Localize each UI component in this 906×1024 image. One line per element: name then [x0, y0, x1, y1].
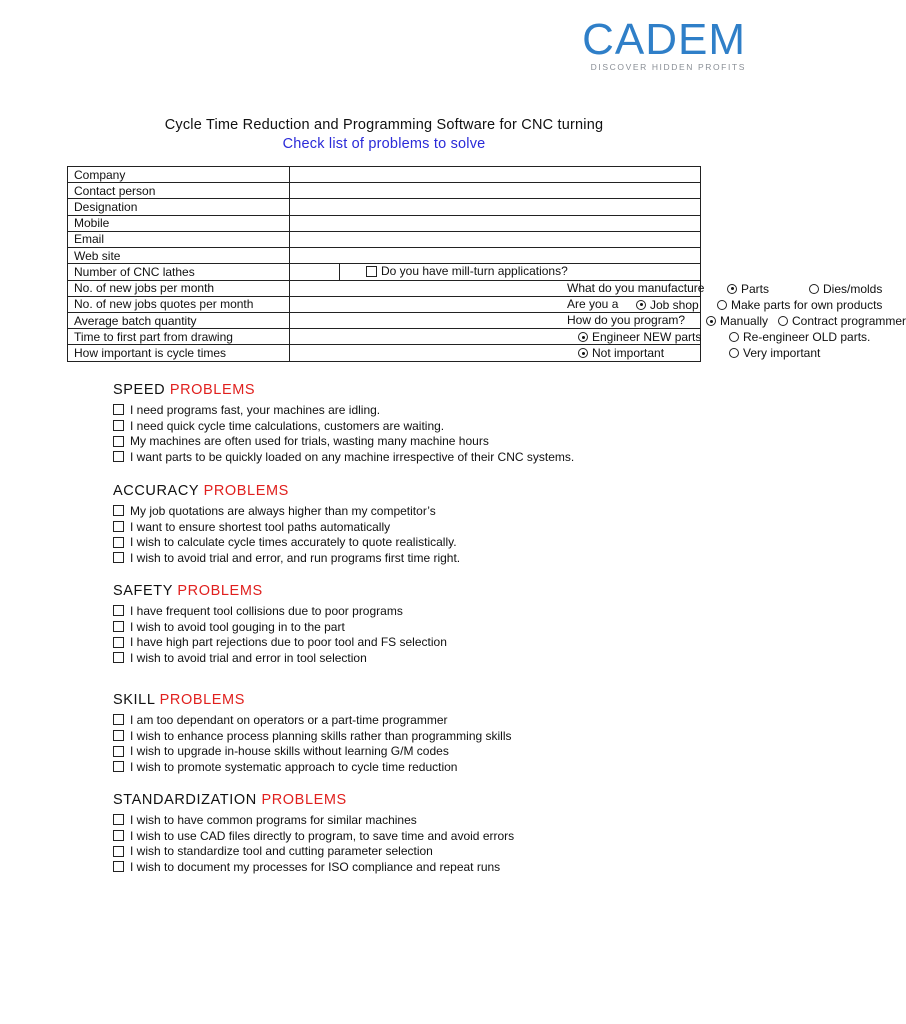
job-shop-radio[interactable]: [636, 300, 646, 310]
customer-info-table: [67, 166, 906, 362]
section-heading: [113, 692, 512, 712]
list-item: [113, 603, 447, 619]
list-item: [113, 449, 574, 465]
item-text: I wish to use CAD files directly to program, to save time and avoid errors: [130, 828, 515, 843]
section-category: SAFETY: [113, 583, 173, 599]
question-label: How do you program?: [567, 313, 686, 328]
table-row: [68, 329, 701, 345]
field-label: Mobile: [68, 215, 290, 231]
field-label: Company: [68, 167, 290, 183]
problem-checkbox[interactable]: [113, 537, 124, 548]
question-label: What do you manufacture: [567, 280, 705, 295]
problem-checkbox[interactable]: [113, 746, 124, 757]
dies-molds-radio[interactable]: [809, 284, 819, 294]
item-text: I wish to avoid trial and error in tool selection: [130, 650, 367, 665]
problem-checkbox[interactable]: [113, 521, 124, 532]
section-heading: [113, 792, 514, 812]
contract-programmer-radio[interactable]: [778, 316, 788, 326]
table-row: [68, 215, 701, 231]
option-label: Manually: [720, 314, 769, 329]
list-item: [113, 433, 574, 449]
parts-radio[interactable]: [727, 284, 737, 294]
skill-problems-section: [113, 692, 512, 775]
not-important-radio[interactable]: [578, 348, 588, 358]
item-text: I wish to have common programs for similar machines: [130, 812, 417, 827]
logo-wordmark: CADEM: [582, 15, 746, 64]
designation-field[interactable]: [290, 199, 701, 215]
section-category: SPEED: [113, 382, 166, 398]
email-field[interactable]: [290, 231, 701, 247]
option-label: Dies/molds: [823, 281, 883, 296]
contact-person-field[interactable]: [290, 183, 701, 199]
list-item: [113, 859, 514, 875]
problem-checkbox[interactable]: [113, 505, 124, 516]
field-label: Time to first part from drawing: [68, 329, 290, 345]
option-label: Parts: [741, 281, 770, 296]
list-item: [113, 759, 512, 775]
section-suffix: PROBLEMS: [203, 483, 289, 499]
manually-radio[interactable]: [706, 316, 716, 326]
option-label: Not important: [592, 346, 665, 361]
speed-problems-section: [113, 382, 574, 465]
list-item: [113, 619, 447, 635]
list-item: [113, 550, 460, 566]
item-text: I wish to document my processes for ISO compliance and repeat runs: [130, 859, 501, 874]
table-row: [68, 183, 701, 199]
problem-checkbox[interactable]: [113, 730, 124, 741]
table-row: [68, 280, 701, 296]
section-category: ACCURACY: [113, 483, 199, 499]
list-item: [113, 534, 460, 550]
item-text: I am too dependant on operators or a part-time programmer: [130, 712, 448, 727]
option-label: Contract programmer: [792, 314, 906, 329]
section-heading: [113, 583, 447, 603]
lathes-count-field[interactable]: [290, 264, 340, 281]
problem-checkbox[interactable]: [113, 830, 124, 841]
document-title: Cycle Time Reduction and Programming Software for CNC turning: [164, 117, 604, 133]
accuracy-problems-section: [113, 483, 460, 566]
field-label: No. of new jobs quotes per month: [68, 296, 290, 312]
field-label: Designation: [68, 199, 290, 215]
item-text: I want parts to be quickly loaded on any machine irrespective of their CNC systems.: [130, 449, 575, 464]
problem-checkbox[interactable]: [113, 637, 124, 648]
item-text: I wish to avoid trial and error, and run programs first time right.: [130, 550, 461, 565]
problem-checkbox[interactable]: [113, 404, 124, 415]
table-row: [68, 345, 701, 361]
field-label: No. of new jobs per month: [68, 280, 290, 296]
table-row: [68, 296, 701, 312]
list-item: [113, 728, 512, 744]
item-text: I have high part rejections due to poor tool and FS selection: [130, 635, 447, 650]
item-text: I wish to promote systematic approach to cycle time reduction: [130, 759, 458, 774]
item-text: I wish to calculate cycle times accurately to quote realistically.: [130, 535, 457, 550]
list-item: [113, 519, 460, 535]
problem-checkbox[interactable]: [113, 714, 124, 725]
list-item: [113, 743, 512, 759]
list-item: [113, 650, 447, 666]
item-text: I need programs fast, your machines are idling.: [130, 402, 381, 417]
field-label: Email: [68, 231, 290, 247]
item-text: I have frequent tool collisions due to poor programs: [130, 603, 403, 618]
list-item: [113, 634, 447, 650]
field-label: Average batch quantity: [68, 313, 290, 329]
problem-checkbox[interactable]: [113, 436, 124, 447]
problem-checkbox[interactable]: [113, 621, 124, 632]
cadem-logo: [582, 15, 746, 72]
item-text: I wish to enhance process planning skills rather than programming skills: [130, 728, 512, 743]
problem-checkbox[interactable]: [113, 861, 124, 872]
option-label: Very important: [743, 346, 821, 361]
list-item: [113, 503, 460, 519]
option-label: Re-engineer OLD parts.: [743, 330, 871, 345]
section-category: SKILL: [113, 692, 155, 708]
table-row: [68, 313, 701, 329]
company-field[interactable]: [290, 167, 701, 183]
field-label: How important is cycle times: [68, 345, 290, 361]
very-important-radio[interactable]: [729, 348, 739, 358]
safety-problems-section: [113, 583, 447, 666]
table-row: [68, 247, 701, 263]
list-item: [113, 828, 514, 844]
table-row: [68, 167, 701, 183]
section-heading: [113, 382, 574, 402]
standardization-problems-section: [113, 792, 514, 875]
option-label: Make parts for own products: [731, 297, 883, 312]
mill-turn-checkbox[interactable]: [366, 266, 377, 277]
item-text: I wish to avoid tool gouging in to the part: [130, 619, 345, 634]
reengineer-old-radio[interactable]: [729, 332, 739, 342]
section-suffix: PROBLEMS: [261, 792, 347, 808]
field-label: Contact person: [68, 183, 290, 199]
item-text: I wish to standardize tool and cutting parameter selection: [130, 844, 433, 859]
problem-checkbox[interactable]: [113, 846, 124, 857]
mobile-field[interactable]: [290, 215, 701, 231]
section-suffix: PROBLEMS: [169, 382, 256, 398]
list-item: [113, 418, 574, 434]
section-suffix: PROBLEMS: [159, 692, 245, 708]
engineer-new-radio[interactable]: [578, 332, 588, 342]
table-row: [68, 199, 701, 215]
field-label: Web site: [68, 247, 290, 263]
field-label: Number of CNC lathes: [68, 264, 290, 281]
item-text: I wish to upgrade in-house skills without learning G/M codes: [130, 744, 449, 759]
question-label: Are you a: [567, 296, 619, 311]
own-products-radio[interactable]: [717, 300, 727, 310]
item-text: I want to ensure shortest tool paths automatically: [130, 519, 391, 534]
problem-checkbox[interactable]: [113, 652, 124, 663]
problem-checkbox[interactable]: [113, 420, 124, 431]
item-text: My machines are often used for trials, wasting many machine hours: [130, 434, 489, 449]
option-label: Job shop: [650, 297, 699, 312]
item-text: I need quick cycle time calculations, customers are waiting.: [130, 418, 445, 433]
question-label: Do you have mill-turn applications?: [381, 264, 568, 279]
problem-checkbox[interactable]: [113, 761, 124, 772]
option-label: Engineer NEW parts: [592, 330, 702, 345]
list-item: [113, 402, 574, 418]
section-category: STANDARDIZATION: [113, 792, 257, 808]
list-item: [113, 843, 514, 859]
problem-checkbox[interactable]: [113, 814, 124, 825]
logo-tagline: DISCOVER HIDDEN PROFITS: [590, 62, 746, 72]
document-subtitle: Check list of problems to solve: [282, 136, 486, 152]
website-field[interactable]: [290, 247, 701, 263]
table-row: [68, 264, 701, 281]
problem-checkbox[interactable]: [113, 552, 124, 563]
item-text: My job quotations are always higher than my competitor’s: [130, 503, 436, 518]
table-row: [68, 231, 701, 247]
list-item: [113, 812, 514, 828]
problem-checkbox[interactable]: [113, 451, 124, 462]
section-suffix: PROBLEMS: [177, 583, 263, 599]
section-heading: [113, 483, 460, 503]
list-item: [113, 712, 512, 728]
problem-checkbox[interactable]: [113, 605, 124, 616]
